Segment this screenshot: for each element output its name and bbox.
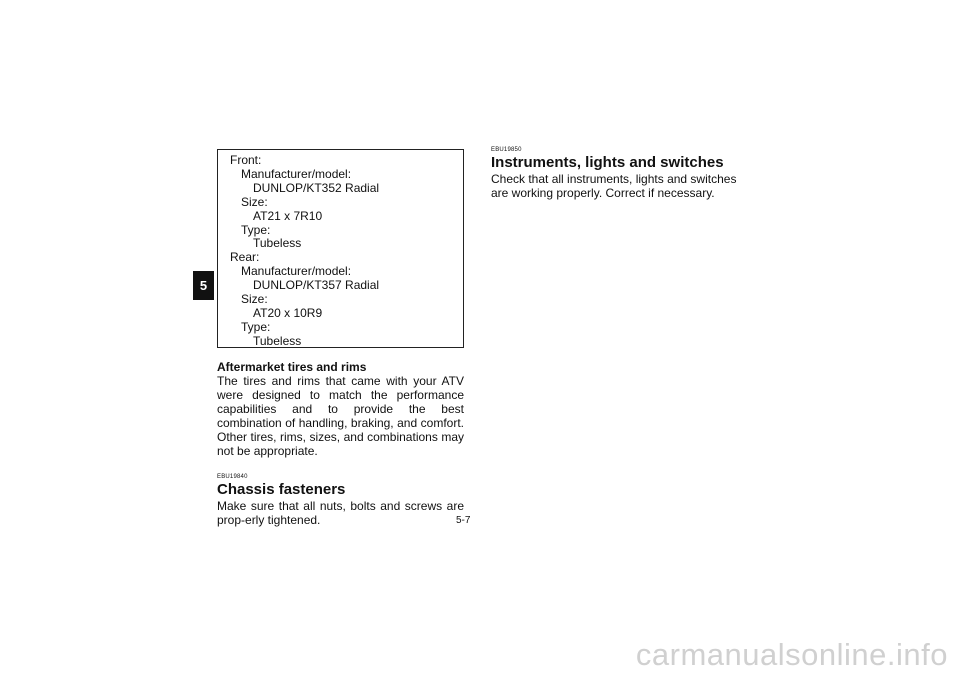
front-type-label: Type:	[241, 222, 271, 237]
front-size-label: Size:	[241, 194, 268, 209]
rear-manufacturer-value: DUNLOP/KT357 Radial	[253, 278, 380, 293]
chassis-heading: Chassis fasteners	[217, 481, 346, 498]
front-type-value: Tubeless	[253, 236, 302, 251]
watermark: carmanualsonline.info	[635, 637, 948, 672]
front-label: Front:	[230, 153, 262, 167]
instruments-body: Check that all instruments, lights and switches are working properly. Correct if necessary.	[491, 172, 737, 200]
right-column	[491, 147, 743, 200]
front-size-value: AT21 x 7R10	[253, 208, 323, 223]
front-manufacturer-label: Manufacturer/model:	[241, 166, 352, 181]
rear-size-value: AT20 x 10R9	[253, 305, 323, 320]
front-manufacturer-value: DUNLOP/KT352 Radial	[253, 180, 380, 195]
rear-type-value: Tubeless	[253, 333, 302, 348]
chassis-code: EBU19840	[217, 474, 248, 480]
rear-manufacturer-label: Manufacturer/model:	[241, 264, 352, 279]
chassis-body: Make sure that all nuts, bolts and screws are prop-erly tightened.	[217, 499, 464, 527]
tire-spec-box	[217, 149, 464, 348]
aftermarket-body: The tires and rims that came with your ATV were designed to match the performance capabilities and to provide the best combination of handling, braking, and comfort. Other tires, rims, sizes, and combinations may not be appropriate.	[217, 374, 464, 458]
instruments-code: EBU19850	[491, 147, 522, 153]
left-column	[217, 360, 464, 527]
section-tab: 5	[193, 271, 214, 300]
instruments-heading: Instruments, lights and switches	[491, 154, 724, 171]
rear-size-label: Size:	[241, 292, 268, 307]
rear-label: Rear:	[230, 250, 260, 265]
page-number: 5-7	[456, 515, 471, 526]
rear-type-label: Type:	[241, 319, 271, 334]
aftermarket-heading: Aftermarket tires and rims	[217, 360, 367, 374]
